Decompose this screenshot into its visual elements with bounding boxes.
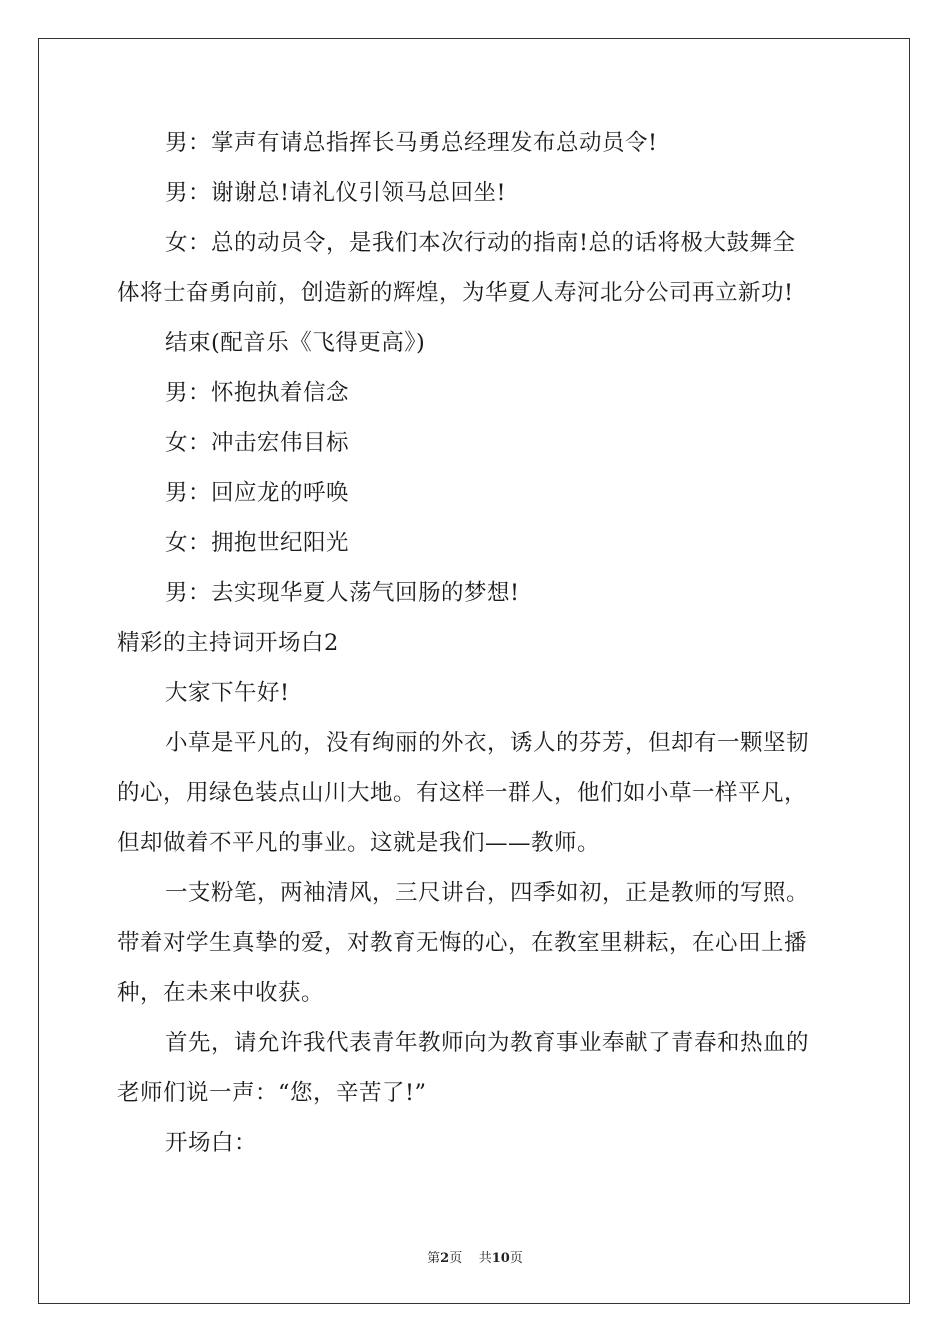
text-line: 女：总的动员令，是我们本次行动的指南!总的话将极大鼓舞全 <box>165 230 796 256</box>
text-line: 开场白： <box>165 1130 258 1156</box>
text-line: 体将士奋勇向前，创造新的辉煌，为华夏人寿河北分公司再立新功! <box>117 280 794 306</box>
page-suffix: 页 <box>449 1251 463 1266</box>
text-line: 的心，用绿色装点山川大地。有这样一群人，他们如小草一样平凡， <box>117 780 808 806</box>
text-line: 种，在未来中收获。 <box>117 980 325 1006</box>
text-line: 老师们说一声：“您，辛苦了!” <box>117 1080 427 1106</box>
text-line: 女：冲击宏伟目标 <box>165 430 350 456</box>
text-line: 女：拥抱世纪阳光 <box>165 530 350 556</box>
text-line: 男：去实现华夏人荡气回肠的梦想! <box>165 580 520 606</box>
text-line: 一支粉笔，两袖清风，三尺讲台，四季如初，正是教师的写照。 <box>165 880 810 906</box>
text-line: 带着对学生真挚的爱，对教育无悔的心，在教室里耕耘，在心田上播 <box>117 930 808 956</box>
text-line: 小草是平凡的，没有绚丽的外衣，诱人的芬芳，但却有一颗坚韧 <box>165 730 810 756</box>
text-line: 大家下午好! <box>165 680 290 706</box>
text-line: 但却做着不平凡的事业。这就是我们——教师。 <box>117 830 601 856</box>
text-line: 男：怀抱执着信念 <box>165 380 350 406</box>
text-line: 男：掌声有请总指挥长马勇总经理发布总动员令! <box>165 130 658 156</box>
text-line: 首先，请允许我代表青年教师向为教育事业奉献了青春和热血的 <box>165 1030 810 1056</box>
total-suffix: 页 <box>509 1251 523 1266</box>
section-heading: 精彩的主持词开场白2 <box>117 630 339 656</box>
text-line: 男：回应龙的呼唤 <box>165 480 350 506</box>
total-pages: 10 <box>491 1251 510 1266</box>
text-line: 男：谢谢总!请礼仪引领马总回坐! <box>165 180 507 206</box>
page-prefix: 第 <box>427 1251 441 1266</box>
total-prefix: 共 <box>478 1251 492 1266</box>
page-number: 2 <box>440 1251 450 1266</box>
text-line: 结束(配音乐《飞得更高》) <box>165 330 426 356</box>
page-footer <box>0 1247 950 1266</box>
